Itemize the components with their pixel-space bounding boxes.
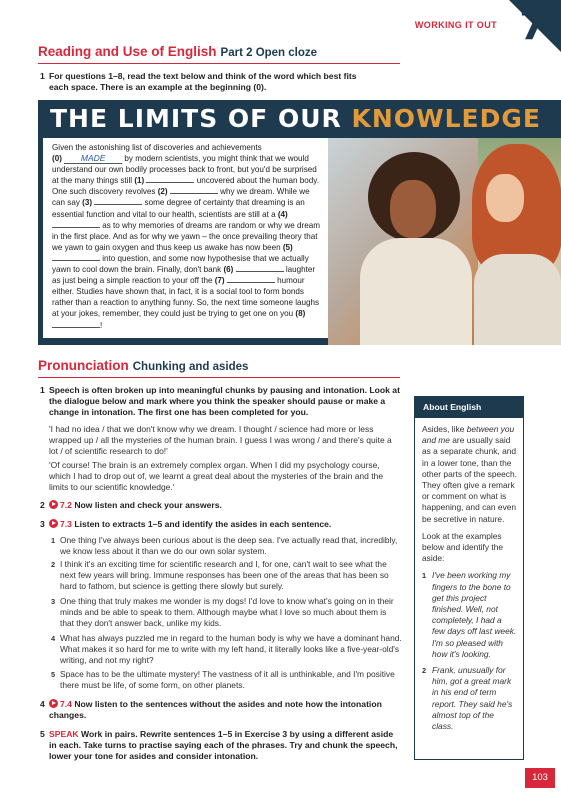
about-english-title: About English xyxy=(415,397,523,418)
reading-instruction xyxy=(40,71,369,93)
pronunciation-heading xyxy=(38,358,248,373)
cloze-segment: as to why memories of dreams are random or why we dream in the first place. And as for why we yawn – the once prevailing theory that we yawn to gain oxygen and thus keep us awake has now been xyxy=(52,220,320,252)
gap-number: (3) xyxy=(82,198,93,208)
example-number: 1 xyxy=(422,571,427,581)
exercise-3 xyxy=(40,519,401,530)
gap-number: (7) xyxy=(214,276,225,286)
extract-item xyxy=(51,669,402,691)
extract-text: What has always puzzled me in regard to the human body is why we have a dominant hand. What makes it so hard for me to write with my left hand, it literally looks like a five-year-old's writing, and not my right? xyxy=(60,633,402,666)
gap-example[interactable]: MADE xyxy=(64,154,122,164)
aside-example xyxy=(422,570,517,660)
article-banner xyxy=(38,100,561,345)
about-english-box xyxy=(414,396,524,760)
example-number: 2 xyxy=(422,666,427,676)
about-english-task: Look at the examples below and identify the aside: xyxy=(422,530,504,564)
example-text: Frank, unusually for him, got a great mark in his end of term report. They said he's almost top of the class. xyxy=(432,665,513,732)
cloze-segment: into question, and some now hypothesise that we actually yawn to cool down the brain. Finally, don't bank xyxy=(52,253,309,275)
gap-1[interactable] xyxy=(146,175,194,183)
extract-number: 1 xyxy=(51,536,56,545)
extract-text: One thing I've always been curious about is the deep sea. I've actually read that, incredibly, we know less about it than we do our own solar system. xyxy=(60,535,398,557)
cloze-text xyxy=(43,138,328,338)
dialogue-2: 'Of course! The brain is an extremely complex organ. When I did my psychology course, which I had to drop out of, we learnt a great deal about the mysteries of the brain and the limits to our scientific knowledge.' xyxy=(49,460,384,493)
extract-text: One thing that truly makes me wonder is my dogs! I'd love to know what's going on in their minds and be able to speak to them. Although maybe what I love so much about them is that they don't answer back, unlike my kids. xyxy=(60,596,394,629)
exercise-number: 1 xyxy=(40,385,45,395)
speak-label: SPEAK xyxy=(49,729,79,739)
extract-item xyxy=(51,596,402,630)
exercise-4 xyxy=(40,699,401,721)
gap-6[interactable] xyxy=(236,264,284,272)
article-title-main: THE LIMITS OF OUR xyxy=(50,104,352,133)
gap-7[interactable] xyxy=(227,275,275,283)
article-title xyxy=(50,104,541,133)
extract-item xyxy=(51,633,402,667)
about-english-body xyxy=(415,418,523,732)
gap-number: (6) xyxy=(223,265,234,275)
exercise-2 xyxy=(40,500,401,511)
audio-track: 7.2 xyxy=(60,500,72,510)
extract-text: I think it's an exciting time for scientific research and I, for one, can't wait to see what the next few years will bring. Immune responses has been one of the areas that has been so hard to fathom, but science is getting there slowly but surely. xyxy=(60,559,389,592)
aside-example xyxy=(422,665,517,732)
extract-item xyxy=(51,535,402,557)
gap-2[interactable] xyxy=(170,186,218,194)
instruction-text: For questions 1–8, read the text below and think of the word which best fits each space. There is an example at the beginning (0). xyxy=(49,71,357,92)
exercise-number: 4 xyxy=(40,699,45,709)
audio-play-icon[interactable] xyxy=(49,500,58,509)
gap-number: (2) xyxy=(157,187,168,197)
extract-number: 5 xyxy=(51,670,56,679)
gap-number: (8) xyxy=(295,309,306,319)
audio-track: 7.4 xyxy=(60,699,72,709)
exercise-2-text: Now listen and check your answers. xyxy=(71,500,222,510)
exercise-3-text: Listen to extracts 1–5 and identify the asides in each sentence. xyxy=(71,519,332,529)
cloze-segment: uncovered about the human body. One such discovery revolves xyxy=(52,176,319,197)
reading-heading xyxy=(38,44,317,59)
aside-example-phrase: between you and me xyxy=(422,424,515,446)
audio-play-icon[interactable] xyxy=(49,699,58,708)
cloze-segment: by modern scientists, you might think that we would understand our own bodily processes back to front, but you'd be surprised at the many things still xyxy=(52,154,317,186)
gap-4[interactable] xyxy=(52,220,100,228)
reading-title: Reading and Use of English xyxy=(38,44,217,59)
woman-left xyxy=(356,152,476,345)
article-title-highlight: KNOWLEDGE xyxy=(351,104,541,133)
dialogue-1: 'I had no idea / that we don't know why we dream. I thought / science had more or less wrapped up / all the mysteries of the human brain. I guess I was wrong / and there's quite a lot / of scientific research to do!' xyxy=(49,424,392,457)
reading-rule xyxy=(38,63,400,64)
gap-5[interactable] xyxy=(52,253,100,261)
gap-number: (1) xyxy=(134,176,145,186)
exercise-4-text: Now listen to the sentences without the asides and note how the intonation changes. xyxy=(49,699,382,720)
pronunciation-title: Pronunciation xyxy=(38,358,129,373)
cloze-segment: ! xyxy=(100,320,103,330)
gap-3[interactable] xyxy=(94,197,142,205)
about-english-intro: Asides, like between you and me are usually said as a separate chunk, and in a lower tone, than the other parts of the speech. They often give a remark or comment on what is happening, and can even be secretive in nature. xyxy=(422,424,517,524)
woman-right xyxy=(464,144,561,345)
exercise-5-text: Work in pairs. Rewrite sentences 1–5 in Exercise 3 by using a different aside in each. Take turns to practise saying each of the phrases. Try and chunk the speech, lower your tone for asides and consider intonation. xyxy=(49,729,398,761)
pronunciation-rule xyxy=(38,377,400,378)
audio-track: 7.3 xyxy=(60,519,72,529)
cloze-segment: why we dream. While we can say xyxy=(52,187,310,208)
unit-number: 7 xyxy=(519,3,547,49)
laughing-women-photo xyxy=(328,138,561,345)
exercise-1-text: Speech is often broken up into meaningful chunks by pausing and intonation. Look at the dialogue below and mark where you think the speaker should pause or make a change in intonation. The first one has been completed for you. xyxy=(49,385,400,417)
exercise-number: 3 xyxy=(40,519,45,529)
extract-number: 4 xyxy=(51,634,56,643)
example-text: I've been working my fingers to the bone to get this project finished. Well, not completely, I had a few days off last week. I'm so pleased with how it's looking. xyxy=(432,570,517,659)
instruction-number: 1 xyxy=(40,71,45,81)
reading-part: Part 2 Open cloze xyxy=(220,47,318,59)
cloze-segment: laughter as just being a simple reaction to your off the xyxy=(52,265,316,286)
gap-number: (0) xyxy=(52,154,62,164)
gap-number: (5) xyxy=(282,242,293,252)
section-label: WORKING IT OUT xyxy=(414,20,497,30)
gap-8[interactable] xyxy=(52,320,103,330)
exercise-number: 2 xyxy=(40,500,45,510)
pronunciation-sub: Chunking and asides xyxy=(132,361,249,373)
gap-number: (4) xyxy=(277,209,288,219)
exercise-5 xyxy=(40,729,401,762)
cloze-segment: humour either. Studies have shown that, in fact, it is a social tool to form bonds rather than a reaction to anything funny. So, the next time someone laughs at your jokes, remember, they could just be trying to get one on you xyxy=(52,276,320,319)
extract-item xyxy=(51,559,402,593)
exercise-1 xyxy=(40,385,401,418)
cloze-segment: some degree of certainty that dreaming is an essential function and vital to our health, scientists are still at a xyxy=(52,198,305,219)
audio-play-icon[interactable] xyxy=(49,519,58,528)
cloze-segment: Given the astonishing list of discoveries and achievements xyxy=(52,143,262,152)
exercise-number: 5 xyxy=(40,729,45,739)
extract-number: 2 xyxy=(51,560,56,569)
extract-number: 3 xyxy=(51,597,56,606)
page-number: 103 xyxy=(525,768,555,788)
extract-text: Space has to be the ultimate mystery! The vastness of it all is unthinkable, and I'm positive there must be life, of some form, on other planets. xyxy=(60,669,395,691)
